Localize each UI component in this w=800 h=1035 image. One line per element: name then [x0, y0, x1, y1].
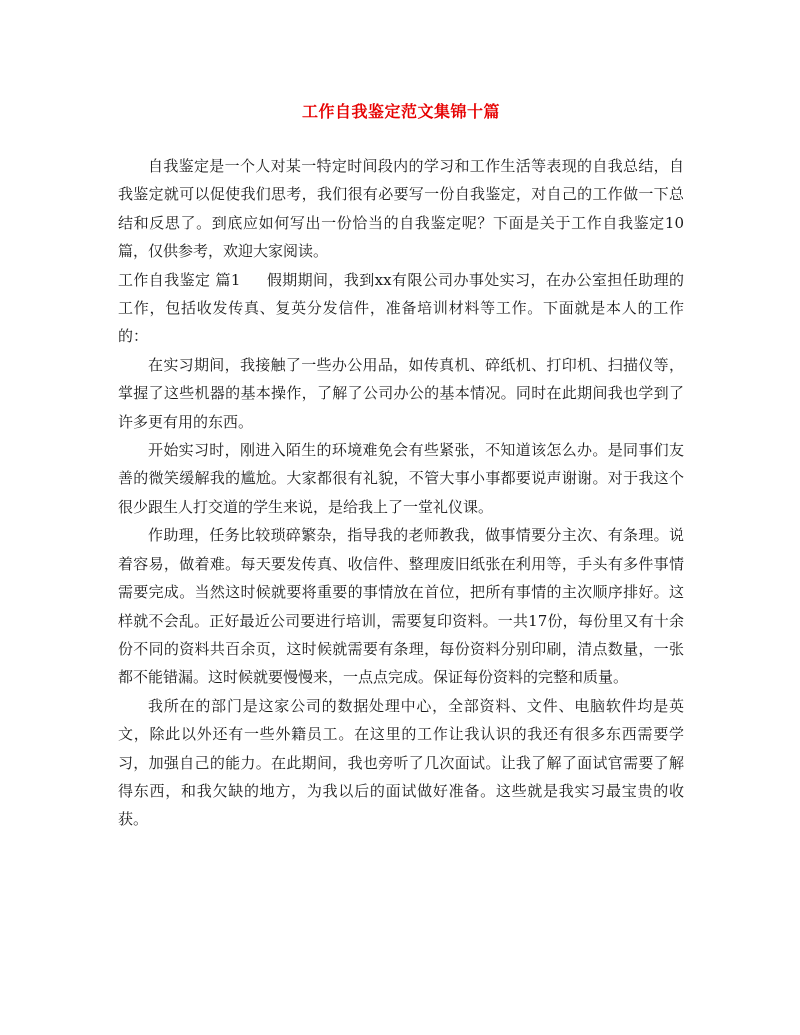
document-body [118, 152, 684, 834]
body-paragraph: 开始实习时，刚进入陌生的环境难免会有些紧张，不知道该怎么办。是同事们友善的微笑缓解我的尴尬。大家都很有礼貌，不管大事小事都要说声谢谢。对于我这个很少跟生人打交道的学生来说，是给我上了一堂礼仪课。 [118, 441, 684, 516]
intro-paragraph: 自我鉴定是一个人对某一特定时间段内的学习和工作生活等表现的自我总结，自我鉴定就可以促使我们思考，我们很有必要写一份自我鉴定，对自己的工作做一下总结和反思了。到底应如何写出一份恰当的自我鉴定呢？下面是关于工作自我鉴定10篇，仅供参考，欢迎大家阅读。 [118, 157, 684, 261]
section-1-paragraph [118, 266, 684, 351]
section-1-label: 工作自我鉴定 篇1 [118, 270, 241, 289]
body-paragraph: 在实习期间，我接触了一些办公用品，如传真机、碎纸机、打印机、扫描仪等，掌握了这些机器的基本操作，了解了公司办公的基本情况。同时在此期间我也学到了许多更有用的东西。 [118, 355, 684, 431]
body-paragraph: 作助理，任务比较琐碎繁杂，指导我的老师教我，做事情要分主次、有条理。说着容易，做着难。每天要发传真、收信件、整理废旧纸张在利用等，手头有多件事情需要完成。当然这时候就要将重要的事情放在首位，把所有事情的主次顺序排好。这样就不会乱。正好最近公司要进行培训，需要复印资料。一共17份，每份里又有十余份不同的资料共百余页，这时候就需要有条理，每份资料分别印刷，清点数量，一张都不能错漏。这时候就要慢慢来，一点点完成。保证每份资料的完整和质量。 [118, 526, 684, 687]
section-1-text: 假期期间，我到xx有限公司办事处实习，在办公室担任助理的工作，包括收发传真、复英分发信件，准备培训材料等工作。下面就是本人的工作的： [118, 270, 685, 346]
document-title: 工作自我鉴定范文集锦十篇 [301, 102, 500, 121]
body-paragraph: 我所在的部门是这家公司的数据处理中心，全部资料、文件、电脑软件均是英文，除此以外还有一些外籍员工。在这里的工作让我认识的我还有很多东西需要学习，加强自己的能力。在此期间，我也旁听了几次面试。让我了解了面试官需要了解得东西，和我欠缺的地方，为我以后的面试做好准备。这些就是我实习最宝贵的收获。 [118, 696, 684, 829]
